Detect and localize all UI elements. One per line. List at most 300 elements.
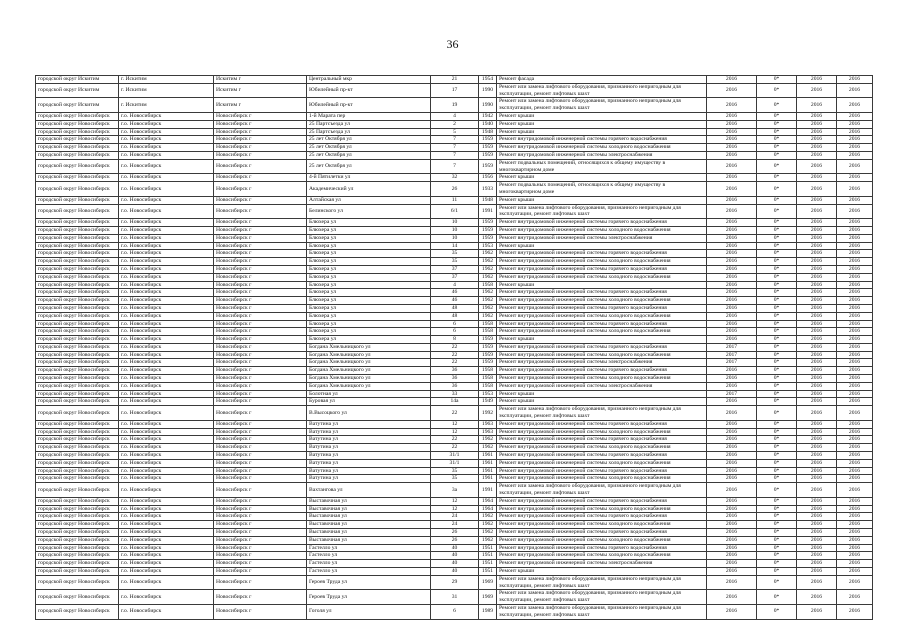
- municipality-cell: г.о. Новосибирск: [119, 483, 214, 498]
- house-cell: 21: [431, 76, 479, 84]
- year-cell: 1959: [479, 159, 497, 174]
- value-cell: 0*: [757, 359, 797, 367]
- street-cell: Блюхера ул: [307, 336, 431, 344]
- value-cell: 0*: [757, 467, 797, 475]
- table-row: [36, 128, 873, 136]
- settlement-cell: Новосибирск г: [214, 196, 307, 204]
- settlement-cell: Новосибирск г: [214, 568, 307, 576]
- work-type-cell: Ремонт внутридомовой инженерной системы электроснабжения: [497, 359, 707, 367]
- work-type-cell: Ремонт внутридомовой инженерной системы холодного водоснабжения: [497, 444, 707, 452]
- street-cell: Гастелло ул: [307, 544, 431, 552]
- settlement-cell: Новосибирск г: [214, 420, 307, 428]
- municipality-cell: г.о. Новосибирск: [119, 120, 214, 128]
- value-cell: 0*: [757, 390, 797, 398]
- period-cell: 2016: [707, 281, 757, 289]
- end-year-cell: 2016: [837, 336, 873, 344]
- house-cell: 40: [431, 568, 479, 576]
- settlement-cell: Новосибирск г: [214, 304, 307, 312]
- street-cell: Блюхера ул: [307, 297, 431, 305]
- year-cell: 1958: [479, 328, 497, 336]
- district-cell: городской округ Новосибирск: [36, 182, 119, 197]
- settlement-cell: Новосибирск г: [214, 544, 307, 552]
- street-cell: Героев Труда ул: [307, 575, 431, 590]
- value-cell: 0*: [757, 521, 797, 529]
- street-cell: Блюхера ул: [307, 242, 431, 250]
- house-cell: 12: [431, 428, 479, 436]
- value-cell: 0*: [757, 459, 797, 467]
- municipality-cell: г.о. Новосибирск: [119, 436, 214, 444]
- municipality-cell: г.о. Новосибирск: [119, 258, 214, 266]
- house-cell: 48: [431, 312, 479, 320]
- settlement-cell: Новосибирск г: [214, 351, 307, 359]
- period-cell: 2016: [707, 120, 757, 128]
- work-type-cell: Ремонт внутридомовой инженерной системы горячего водоснабжения: [497, 452, 707, 460]
- end-year-cell: 2016: [837, 174, 873, 182]
- start-year-cell: 2016: [797, 196, 837, 204]
- district-cell: городской округ Новосибирск: [36, 328, 119, 336]
- municipality-cell: г.о. Новосибирск: [119, 590, 214, 605]
- table-row: [36, 76, 873, 84]
- work-type-cell: Ремонт внутридомовой инженерной системы холодного водоснабжения: [497, 258, 707, 266]
- work-type-cell: Ремонт внутридомовой инженерной системы электроснабжения: [497, 560, 707, 568]
- settlement-cell: Новосибирск г: [214, 112, 307, 120]
- house-cell: 31/1: [431, 452, 479, 460]
- municipality-cell: г.о. Новосибирск: [119, 467, 214, 475]
- district-cell: городской округ Новосибирск: [36, 505, 119, 513]
- table-row: [36, 529, 873, 537]
- settlement-cell: Новосибирск г: [214, 343, 307, 351]
- period-cell: 2016: [707, 521, 757, 529]
- street-cell: Ватутина ул: [307, 420, 431, 428]
- start-year-cell: 2016: [797, 159, 837, 174]
- district-cell: городской округ Новосибирск: [36, 112, 119, 120]
- district-cell: городской округ Новосибирск: [36, 320, 119, 328]
- work-type-cell: Ремонт внутридомовой инженерной системы горячего водоснабжения: [497, 343, 707, 351]
- settlement-cell: Новосибирск г: [214, 258, 307, 266]
- period-cell: 2016: [707, 258, 757, 266]
- street-cell: Ватутина ул: [307, 452, 431, 460]
- district-cell: городской округ Новосибирск: [36, 136, 119, 144]
- house-cell: 4: [431, 281, 479, 289]
- start-year-cell: 2016: [797, 297, 837, 305]
- value-cell: 0*: [757, 382, 797, 390]
- period-cell: 2016: [707, 234, 757, 242]
- year-cell: 1958: [479, 382, 497, 390]
- settlement-cell: Новосибирск г: [214, 436, 307, 444]
- table-row: [36, 144, 873, 152]
- district-cell: городской округ Новосибирск: [36, 351, 119, 359]
- work-type-cell: Ремонт крыши: [497, 568, 707, 576]
- house-cell: 11: [431, 196, 479, 204]
- table-row: [36, 359, 873, 367]
- start-year-cell: 2016: [797, 604, 837, 619]
- house-cell: 12: [431, 420, 479, 428]
- municipality-cell: г. Искитим: [119, 98, 214, 113]
- period-cell: 2016: [707, 544, 757, 552]
- year-cell: 1962: [479, 265, 497, 273]
- value-cell: 0*: [757, 375, 797, 383]
- settlement-cell: Новосибирск г: [214, 406, 307, 421]
- district-cell: городской округ Новосибирск: [36, 428, 119, 436]
- start-year-cell: 2016: [797, 467, 837, 475]
- period-cell: 2016: [707, 336, 757, 344]
- house-cell: 29: [431, 575, 479, 590]
- start-year-cell: 2016: [797, 336, 837, 344]
- district-cell: городской округ Новосибирск: [36, 226, 119, 234]
- end-year-cell: 2016: [837, 83, 873, 98]
- district-cell: городской округ Новосибирск: [36, 398, 119, 406]
- end-year-cell: 2016: [837, 544, 873, 552]
- table-row: [36, 196, 873, 204]
- end-year-cell: 2016: [837, 406, 873, 421]
- start-year-cell: 2016: [797, 136, 837, 144]
- district-cell: городской округ Новосибирск: [36, 250, 119, 258]
- start-year-cell: 2016: [797, 406, 837, 421]
- table-row: [36, 343, 873, 351]
- end-year-cell: 2016: [837, 159, 873, 174]
- year-cell: 1951: [479, 560, 497, 568]
- year-cell: 1959: [479, 359, 497, 367]
- street-cell: Богдана Хмельницкого ул: [307, 359, 431, 367]
- start-year-cell: 2016: [797, 265, 837, 273]
- end-year-cell: 2016: [837, 367, 873, 375]
- settlement-cell: Новосибирск г: [214, 289, 307, 297]
- period-cell: 2016: [707, 382, 757, 390]
- work-type-cell: Ремонт или замена лифтового оборудования, признанного непригодным для эксплуатации, ремонт лифтовых шахт: [497, 604, 707, 619]
- district-cell: городской округ Новосибирск: [36, 513, 119, 521]
- year-cell: 1959: [479, 351, 497, 359]
- period-cell: 2016: [707, 568, 757, 576]
- street-cell: Алтайская ул: [307, 196, 431, 204]
- work-type-cell: Ремонт внутридомовой инженерной системы горячего водоснабжения: [497, 219, 707, 227]
- work-type-cell: Ремонт внутридомовой инженерной системы холодного водоснабжения: [497, 312, 707, 320]
- start-year-cell: 2016: [797, 76, 837, 84]
- year-cell: 1991: [479, 483, 497, 498]
- district-cell: городской округ Новосибирск: [36, 312, 119, 320]
- municipality-cell: г.о. Новосибирск: [119, 351, 214, 359]
- house-cell: 35: [431, 250, 479, 258]
- district-cell: городской округ Новосибирск: [36, 459, 119, 467]
- end-year-cell: 2016: [837, 320, 873, 328]
- period-cell: 2016: [707, 250, 757, 258]
- street-cell: Героев Труда ул: [307, 590, 431, 605]
- settlement-cell: Новосибирск г: [214, 226, 307, 234]
- house-cell: 8: [431, 336, 479, 344]
- settlement-cell: Новосибирск г: [214, 174, 307, 182]
- municipality-cell: г.о. Новосибирск: [119, 289, 214, 297]
- municipality-cell: г.о. Новосибирск: [119, 382, 214, 390]
- start-year-cell: 2016: [797, 328, 837, 336]
- house-cell: 40: [431, 544, 479, 552]
- period-cell: 2016: [707, 604, 757, 619]
- street-cell: Богдана Хмельницкого ул: [307, 351, 431, 359]
- period-cell: 2016: [707, 575, 757, 590]
- work-type-cell: Ремонт крыши: [497, 196, 707, 204]
- table-row: [36, 219, 873, 227]
- year-cell: 1953: [479, 390, 497, 398]
- municipality-cell: г.о. Новосибирск: [119, 568, 214, 576]
- table-row: [36, 398, 873, 406]
- table-row: [36, 234, 873, 242]
- district-cell: городской округ Новосибирск: [36, 359, 119, 367]
- value-cell: 0*: [757, 529, 797, 537]
- value-cell: 0*: [757, 590, 797, 605]
- settlement-cell: Новосибирск г: [214, 204, 307, 219]
- work-type-cell: Ремонт внутридомовой инженерной системы холодного водоснабжения: [497, 273, 707, 281]
- street-cell: Блюхера ул: [307, 281, 431, 289]
- district-cell: городской округ Новосибирск: [36, 420, 119, 428]
- table-row: [36, 497, 873, 505]
- work-type-cell: Ремонт внутридомовой инженерной системы горячего водоснабжения: [497, 289, 707, 297]
- street-cell: Гастелло ул: [307, 568, 431, 576]
- work-type-cell: Ремонт внутридомовой инженерной системы горячего водоснабжения: [497, 544, 707, 552]
- end-year-cell: 2016: [837, 552, 873, 560]
- municipality-cell: г.о. Новосибирск: [119, 604, 214, 619]
- value-cell: 0*: [757, 420, 797, 428]
- municipality-cell: г.о. Новосибирск: [119, 505, 214, 513]
- district-cell: городской округ Новосибирск: [36, 436, 119, 444]
- street-cell: Блюхера ул: [307, 258, 431, 266]
- table-row: [36, 513, 873, 521]
- period-cell: 2016: [707, 513, 757, 521]
- work-type-cell: Ремонт подвальных помещений, относящихся к общему имуществу в многоквартирном доме: [497, 182, 707, 197]
- start-year-cell: 2016: [797, 497, 837, 505]
- district-cell: городской округ Новосибирск: [36, 604, 119, 619]
- municipality-cell: г.о. Новосибирск: [119, 182, 214, 197]
- street-cell: Ватутина ул: [307, 467, 431, 475]
- municipality-cell: г.о. Новосибирск: [119, 406, 214, 421]
- end-year-cell: 2016: [837, 560, 873, 568]
- house-cell: 6: [431, 604, 479, 619]
- value-cell: 0*: [757, 552, 797, 560]
- work-type-cell: Ремонт внутридомовой инженерной системы холодного водоснабжения: [497, 144, 707, 152]
- start-year-cell: 2016: [797, 529, 837, 537]
- municipality-cell: г.о. Новосибирск: [119, 375, 214, 383]
- municipality-cell: г.о. Новосибирск: [119, 226, 214, 234]
- district-cell: городской округ Новосибирск: [36, 144, 119, 152]
- year-cell: 1964: [479, 505, 497, 513]
- street-cell: Академический ул: [307, 182, 431, 197]
- year-cell: 1951: [479, 544, 497, 552]
- house-cell: 37: [431, 265, 479, 273]
- table-row: [36, 151, 873, 159]
- year-cell: 1990: [479, 98, 497, 113]
- value-cell: 0*: [757, 159, 797, 174]
- municipality-cell: г.о. Новосибирск: [119, 136, 214, 144]
- start-year-cell: 2016: [797, 234, 837, 242]
- house-cell: 31: [431, 590, 479, 605]
- settlement-cell: Новосибирск г: [214, 505, 307, 513]
- house-cell: 32: [431, 174, 479, 182]
- year-cell: 1958: [479, 367, 497, 375]
- house-cell: 12: [431, 497, 479, 505]
- house-cell: 22: [431, 444, 479, 452]
- work-type-cell: Ремонт крыши: [497, 336, 707, 344]
- year-cell: 1963: [479, 420, 497, 428]
- settlement-cell: Искитим г: [214, 83, 307, 98]
- table-row: [36, 336, 873, 344]
- work-type-cell: Ремонт крыши: [497, 390, 707, 398]
- work-type-cell: Ремонт внутридомовой инженерной системы холодного водоснабжения: [497, 351, 707, 359]
- settlement-cell: Новосибирск г: [214, 242, 307, 250]
- district-cell: городской округ Новосибирск: [36, 382, 119, 390]
- value-cell: 0*: [757, 513, 797, 521]
- start-year-cell: 2016: [797, 304, 837, 312]
- end-year-cell: 2016: [837, 265, 873, 273]
- house-cell: 10: [431, 234, 479, 242]
- table-row: [36, 182, 873, 197]
- table-row: [36, 242, 873, 250]
- work-type-cell: Ремонт внутридомовой инженерной системы горячего водоснабжения: [497, 304, 707, 312]
- table-row: [36, 281, 873, 289]
- start-year-cell: 2016: [797, 112, 837, 120]
- value-cell: 0*: [757, 312, 797, 320]
- value-cell: 0*: [757, 120, 797, 128]
- settlement-cell: Новосибирск г: [214, 444, 307, 452]
- work-type-cell: Ремонт крыши: [497, 281, 707, 289]
- street-cell: Ватутина ул: [307, 459, 431, 467]
- value-cell: 0*: [757, 444, 797, 452]
- table-row: [36, 390, 873, 398]
- settlement-cell: Новосибирск г: [214, 513, 307, 521]
- year-cell: 1962: [479, 297, 497, 305]
- district-cell: городской округ Новосибирск: [36, 289, 119, 297]
- end-year-cell: 2016: [837, 390, 873, 398]
- value-cell: 0*: [757, 174, 797, 182]
- work-type-cell: Ремонт фасада: [497, 76, 707, 84]
- street-cell: Выставочная ул: [307, 536, 431, 544]
- end-year-cell: 2016: [837, 420, 873, 428]
- start-year-cell: 2016: [797, 444, 837, 452]
- year-cell: 1962: [479, 521, 497, 529]
- period-cell: 2016: [707, 328, 757, 336]
- street-cell: Блюхера ул: [307, 328, 431, 336]
- house-cell: 5: [431, 128, 479, 136]
- period-cell: 2016: [707, 536, 757, 544]
- district-cell: городской округ Искитим: [36, 98, 119, 113]
- house-cell: 46: [431, 297, 479, 305]
- street-cell: Блюхера ул: [307, 250, 431, 258]
- works-table: [35, 75, 873, 620]
- work-type-cell: Ремонт внутридомовой инженерной системы горячего водоснабжения: [497, 136, 707, 144]
- work-type-cell: Ремонт или замена лифтового оборудования, признанного непригодным для эксплуатации, ремонт лифтовых шахт: [497, 83, 707, 98]
- value-cell: 0*: [757, 536, 797, 544]
- settlement-cell: Новосибирск г: [214, 575, 307, 590]
- settlement-cell: Новосибирск г: [214, 497, 307, 505]
- period-cell: 2017: [707, 343, 757, 351]
- municipality-cell: г.о. Новосибирск: [119, 151, 214, 159]
- municipality-cell: г.о. Новосибирск: [119, 328, 214, 336]
- start-year-cell: 2016: [797, 343, 837, 351]
- year-cell: 1989: [479, 604, 497, 619]
- period-cell: 2016: [707, 136, 757, 144]
- table-row: [36, 459, 873, 467]
- work-type-cell: Ремонт внутридомовой инженерной системы холодного водоснабжения: [497, 226, 707, 234]
- district-cell: городской округ Новосибирск: [36, 234, 119, 242]
- municipality-cell: г.о. Новосибирск: [119, 196, 214, 204]
- value-cell: 0*: [757, 604, 797, 619]
- end-year-cell: 2016: [837, 343, 873, 351]
- value-cell: 0*: [757, 281, 797, 289]
- street-cell: 1-й Марата пер: [307, 112, 431, 120]
- year-cell: 1964: [479, 497, 497, 505]
- district-cell: городской округ Искитим: [36, 83, 119, 98]
- value-cell: 0*: [757, 136, 797, 144]
- value-cell: 0*: [757, 497, 797, 505]
- house-cell: 4: [431, 112, 479, 120]
- end-year-cell: 2016: [837, 258, 873, 266]
- end-year-cell: 2016: [837, 76, 873, 84]
- street-cell: Ватутина ул: [307, 444, 431, 452]
- street-cell: Юбилейный пр-кт: [307, 83, 431, 98]
- street-cell: Богдана Хмельницкого ул: [307, 375, 431, 383]
- house-cell: 35: [431, 475, 479, 483]
- end-year-cell: 2016: [837, 128, 873, 136]
- house-cell: 14: [431, 242, 479, 250]
- year-cell: 1948: [479, 128, 497, 136]
- period-cell: 2016: [707, 204, 757, 219]
- street-cell: Выставочная ул: [307, 505, 431, 513]
- municipality-cell: г.о. Новосибирск: [119, 475, 214, 483]
- table-row: [36, 467, 873, 475]
- street-cell: Гастелло ул: [307, 552, 431, 560]
- end-year-cell: 2016: [837, 289, 873, 297]
- street-cell: Выставочная ул: [307, 521, 431, 529]
- period-cell: 2016: [707, 174, 757, 182]
- end-year-cell: 2016: [837, 475, 873, 483]
- municipality-cell: г.о. Новосибирск: [119, 128, 214, 136]
- municipality-cell: г.о. Новосибирск: [119, 428, 214, 436]
- municipality-cell: г.о. Новосибирск: [119, 174, 214, 182]
- value-cell: 0*: [757, 575, 797, 590]
- work-type-cell: Ремонт внутридомовой инженерной системы горячего водоснабжения: [497, 367, 707, 375]
- value-cell: 0*: [757, 320, 797, 328]
- settlement-cell: Новосибирск г: [214, 467, 307, 475]
- start-year-cell: 2016: [797, 536, 837, 544]
- district-cell: городской округ Новосибирск: [36, 521, 119, 529]
- end-year-cell: 2016: [837, 204, 873, 219]
- settlement-cell: Новосибирск г: [214, 320, 307, 328]
- value-cell: 0*: [757, 452, 797, 460]
- value-cell: 0*: [757, 76, 797, 84]
- table-row: [36, 544, 873, 552]
- table-row: [36, 604, 873, 619]
- value-cell: 0*: [757, 98, 797, 113]
- settlement-cell: Новосибирск г: [214, 529, 307, 537]
- district-cell: городской округ Новосибирск: [36, 265, 119, 273]
- district-cell: городской округ Новосибирск: [36, 304, 119, 312]
- start-year-cell: 2016: [797, 359, 837, 367]
- settlement-cell: Новосибирск г: [214, 136, 307, 144]
- period-cell: 2016: [707, 304, 757, 312]
- period-cell: 2016: [707, 467, 757, 475]
- settlement-cell: Новосибирск г: [214, 390, 307, 398]
- settlement-cell: Новосибирск г: [214, 398, 307, 406]
- work-type-cell: Ремонт или замена лифтового оборудования, признанного непригодным для эксплуатации, ремонт лифтовых шахт: [497, 204, 707, 219]
- value-cell: 0*: [757, 258, 797, 266]
- street-cell: 25 Партсъезда ул: [307, 120, 431, 128]
- settlement-cell: Новосибирск г: [214, 312, 307, 320]
- end-year-cell: 2016: [837, 428, 873, 436]
- table-row: [36, 304, 873, 312]
- end-year-cell: 2016: [837, 529, 873, 537]
- settlement-cell: Новосибирск г: [214, 367, 307, 375]
- district-cell: городской округ Новосибирск: [36, 590, 119, 605]
- district-cell: городской округ Новосибирск: [36, 297, 119, 305]
- house-cell: 17: [431, 83, 479, 98]
- district-cell: городской округ Новосибирск: [36, 444, 119, 452]
- period-cell: 2016: [707, 497, 757, 505]
